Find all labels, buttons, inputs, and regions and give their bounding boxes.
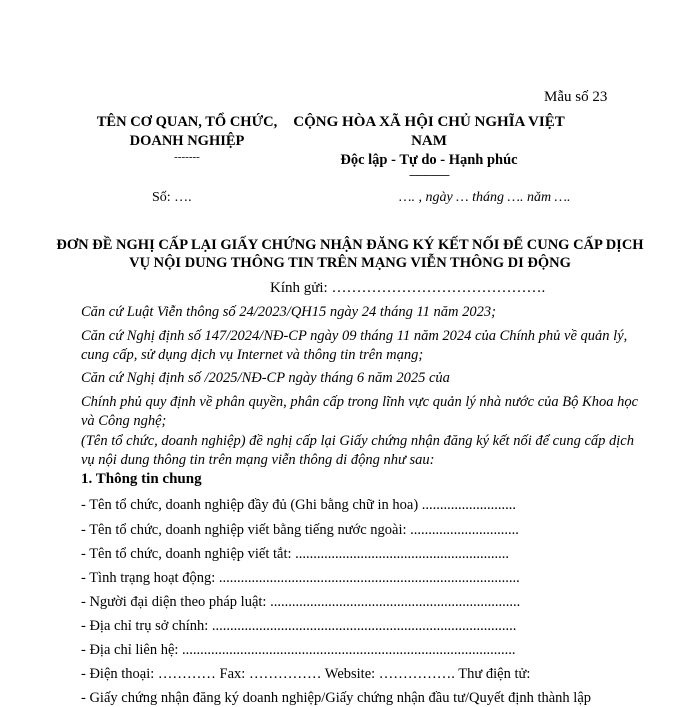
motto-divider: --------------- — [409, 169, 449, 181]
field-short-name: - Tên tổ chức, doanh nghiệp viết tắt: ........................................................... — [81, 546, 510, 562]
recipient-line: Kính gửi: ……………………………………. — [270, 280, 546, 296]
agency-header — [92, 113, 282, 164]
field-full-name: - Tên tổ chức, doanh nghiệp đầy đủ (Ghi bằng chữ in hoa) .......................... — [81, 497, 517, 513]
field-operating-status: - Tình trạng hoạt động: ................................................................................... — [81, 570, 520, 586]
legal-basis-3: Căn cứ Nghị định số /2025/NĐ-CP ngày tháng 6 năm 2025 của — [81, 370, 450, 386]
legal-basis-2: Căn cứ Nghị định số 147/2024/NĐ-CP ngày 09 tháng 11 năm 2024 của Chính phủ về quản lý, cung cấp, sử dụng dịch vụ Internet và thông tin trên mạng; — [81, 328, 628, 363]
national-motto: Độc lập - Tự do - Hạnh phúc — [340, 152, 518, 168]
document-number: Số: …. — [152, 190, 192, 205]
legal-basis-1: Căn cứ Luật Viễn thông số 24/2023/QH15 ngày 24 tháng 11 năm 2023; — [81, 304, 496, 320]
form-number: Mẫu số 23 — [544, 89, 608, 105]
national-header — [284, 113, 574, 181]
legal-basis-4: Chính phủ quy định về phân quyền, phân cấp trong lĩnh vực quản lý nhà nước của Bộ Khoa học và Công nghệ; — [81, 394, 639, 429]
nation-name: CỘNG HÒA XÃ HỘI CHỦ NGHĨA VIỆT NAM — [293, 114, 565, 149]
field-contact-info: - Điện thoại: ………… Fax: …………… Website: ……………. Thư điện tử: — [81, 666, 531, 682]
agency-divider: ------- — [174, 151, 200, 163]
field-business-registration: - Giấy chứng nhận đăng ký doanh nghiệp/Giấy chứng nhận đầu tư/Quyết định thành lập — [81, 690, 592, 706]
section-heading-general-info: 1. Thông tin chung — [81, 471, 202, 487]
field-foreign-name: - Tên tổ chức, doanh nghiệp viết bằng tiếng nước ngoài: .............................. — [81, 522, 519, 538]
agency-name: TÊN CƠ QUAN, TỔ CHỨC, DOANH NGHIỆP — [96, 114, 278, 149]
field-head-office-address: - Địa chỉ trụ sở chính: .................................................................................... — [81, 618, 517, 634]
field-contact-address: - Địa chỉ liên hệ: ............................................................................................ — [81, 642, 516, 658]
date-line: …. , ngày … tháng …. năm …. — [399, 190, 571, 205]
request-statement: (Tên tổ chức, doanh nghiệp) đề nghị cấp lại Giấy chứng nhận đăng ký kết nối để cung cấp dịch vụ nội dung thông tin trên mạng viễn thông di động như sau: — [81, 433, 634, 468]
document-title: ĐƠN ĐỀ NGHỊ CẤP LẠI GIẤY CHỨNG NHẬN ĐĂNG KÝ KẾT NỐI ĐỂ CUNG CẤP DỊCH VỤ NỘI DUNG THÔNG TIN TRÊN MẠNG VIỄN THÔNG DI ĐỘNG — [56, 237, 644, 271]
field-legal-representative: - Người đại diện theo pháp luật: ..................................................................... — [81, 594, 521, 610]
